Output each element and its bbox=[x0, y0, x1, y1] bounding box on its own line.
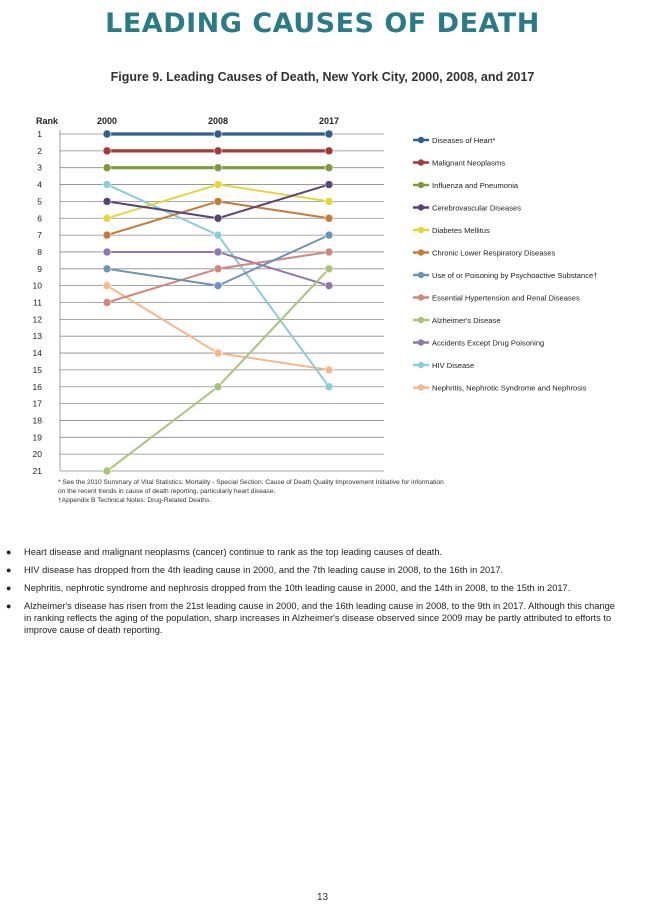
y-tick-label: 15 bbox=[32, 364, 42, 375]
page-title: LEADING CAUSES OF DEATH bbox=[105, 8, 540, 39]
data-point bbox=[103, 181, 111, 189]
data-point bbox=[325, 383, 333, 391]
legend-marker bbox=[418, 339, 424, 345]
bullet-item bbox=[0, 546, 645, 558]
chart-footnotes bbox=[58, 478, 528, 505]
legend-label: Diabetes Mellitus bbox=[432, 226, 490, 235]
legend-label: Essential Hypertension and Renal Diseases bbox=[432, 293, 580, 303]
legend-label: Accidents Except Drug Poisoning bbox=[432, 338, 545, 348]
data-point bbox=[214, 147, 222, 155]
bullet-item bbox=[0, 564, 645, 576]
bullet-text: Nephritis, nephrotic syndrome and nephrosis dropped from the 10th leading cause in 2000, and the 14th in 2008, to the 15th in 2017. bbox=[24, 583, 571, 593]
y-tick-label: 4 bbox=[37, 179, 42, 190]
data-point bbox=[214, 197, 222, 205]
data-point bbox=[103, 265, 111, 273]
bullet-icon: ● bbox=[6, 583, 12, 593]
legend-label: Malignant Neoplasms bbox=[432, 158, 506, 168]
legend-marker bbox=[418, 227, 424, 233]
legend-label: Cerebrovascular Diseases bbox=[432, 203, 522, 213]
legend-marker bbox=[418, 317, 424, 323]
data-point bbox=[325, 248, 333, 256]
y-tick-label: 16 bbox=[32, 381, 42, 392]
data-point bbox=[103, 214, 111, 222]
footnote-1-cont: on the recent trends in cause of death reporting, particularly heart disease. bbox=[58, 488, 276, 495]
y-tick-label: 14 bbox=[32, 348, 42, 359]
data-point bbox=[103, 231, 111, 239]
legend bbox=[413, 136, 597, 393]
data-point bbox=[325, 282, 333, 290]
data-point bbox=[325, 214, 333, 222]
data-point bbox=[103, 299, 111, 307]
y-tick-label: 18 bbox=[32, 415, 42, 426]
legend-marker bbox=[418, 204, 424, 210]
y-tick-label: 21 bbox=[32, 466, 42, 476]
bullet-text: Heart disease and malignant neoplasms (cancer) continue to rank as the top leading causes of death. bbox=[24, 547, 443, 557]
data-point bbox=[325, 181, 333, 189]
data-point bbox=[214, 231, 222, 239]
bullet-text: Alzheimer's disease has risen from the 21st leading cause in 2000, and the 16th leading cause in 2008, to the 9th in 2017. Although this change in ranking reflects the aging of the population, sharp increases in Alzheimer's disease observed since 2009 may be partly attributed to efforts to improve cause of death reporting. bbox=[24, 601, 615, 635]
axes bbox=[33, 116, 339, 476]
x-tick-label: 2008 bbox=[207, 116, 229, 126]
bullet-item bbox=[0, 582, 645, 594]
x-tick-label: 2017 bbox=[318, 116, 340, 126]
y-tick-label: 3 bbox=[37, 162, 42, 173]
y-tick-label: 9 bbox=[37, 263, 42, 274]
data-point bbox=[214, 214, 222, 222]
y-tick-label: 2 bbox=[37, 145, 42, 156]
data-point bbox=[325, 147, 333, 155]
data-point bbox=[103, 282, 111, 290]
legend-label: HIV Disease bbox=[432, 361, 475, 370]
y-tick-label: 5 bbox=[37, 196, 42, 207]
page-number: 13 bbox=[316, 892, 329, 903]
legend-label: Chronic Lower Respiratory Diseases bbox=[432, 248, 556, 258]
legend-marker bbox=[418, 294, 424, 300]
legend-label: Nephritis, Nephrotic Syndrome and Nephrosis bbox=[432, 383, 587, 393]
data-point bbox=[214, 349, 222, 357]
data-point bbox=[103, 197, 111, 205]
legend-marker bbox=[418, 182, 424, 188]
y-tick-label: 13 bbox=[32, 331, 42, 342]
bullet-text: HIV disease has dropped from the 4th leading cause in 2000, and the 7th leading cause in 2008, to the 16th in 2017. bbox=[24, 565, 504, 575]
series-line bbox=[107, 252, 329, 303]
footnote-2: †Appendix B Technical Notes: Drug-Related Deaths. bbox=[58, 497, 212, 504]
y-tick-label: 1 bbox=[37, 129, 42, 139]
data-point bbox=[325, 197, 333, 205]
data-point bbox=[325, 366, 333, 374]
y-tick-label: 11 bbox=[33, 297, 42, 308]
y-tick-label: 17 bbox=[32, 398, 42, 409]
y-tick-label: 12 bbox=[32, 314, 42, 325]
footnote-1: * See the 2010 Summary of Vital Statistics: Mortality - Special Section: Cause of Death Quality Improvement Initiative for information bbox=[58, 479, 444, 486]
summary-bullets bbox=[0, 546, 645, 642]
bullet-item bbox=[0, 600, 645, 636]
y-tick-label: 20 bbox=[32, 449, 42, 460]
legend-marker bbox=[418, 272, 424, 278]
legend-label: Use of or Poisoning by Psychoactive Substance† bbox=[432, 271, 598, 280]
data-point bbox=[214, 265, 222, 273]
data-point bbox=[103, 130, 111, 138]
data-point bbox=[103, 467, 111, 475]
legend-label: Alzheimer's Disease bbox=[432, 316, 501, 325]
x-tick-label: 2000 bbox=[96, 116, 118, 126]
y-axis-title: Rank bbox=[36, 116, 59, 126]
y-tick-label: 8 bbox=[37, 246, 42, 257]
figure-title: Figure 9. Leading Causes of Death, New York City, 2000, 2008, and 2017 bbox=[110, 70, 535, 84]
legend-label: Diseases of Heart* bbox=[432, 136, 496, 145]
bullet-icon: ● bbox=[6, 565, 12, 575]
legend-marker bbox=[418, 159, 424, 165]
y-tick-label: 10 bbox=[32, 280, 42, 291]
data-point bbox=[103, 164, 111, 172]
legend-label: Influenza and Pneumonia bbox=[432, 181, 519, 190]
legend-marker bbox=[418, 137, 424, 143]
data-point bbox=[214, 383, 222, 391]
data-point bbox=[325, 164, 333, 172]
data-point bbox=[214, 181, 222, 189]
data-point bbox=[325, 130, 333, 138]
data-point bbox=[214, 248, 222, 256]
legend-marker bbox=[418, 362, 424, 368]
data-point bbox=[103, 248, 111, 256]
data-point bbox=[214, 164, 222, 172]
bullet-icon: ● bbox=[6, 547, 12, 557]
data-point bbox=[103, 147, 111, 155]
series-line bbox=[107, 235, 329, 286]
data-point bbox=[325, 231, 333, 239]
legend-marker bbox=[418, 249, 424, 255]
data-point bbox=[214, 282, 222, 290]
data-point bbox=[325, 265, 333, 273]
legend-marker bbox=[418, 384, 424, 390]
y-tick-label: 19 bbox=[32, 432, 42, 443]
bullet-icon: ● bbox=[6, 601, 12, 611]
y-tick-label: 7 bbox=[37, 230, 42, 241]
data-point bbox=[214, 130, 222, 138]
y-tick-label: 6 bbox=[37, 213, 42, 224]
